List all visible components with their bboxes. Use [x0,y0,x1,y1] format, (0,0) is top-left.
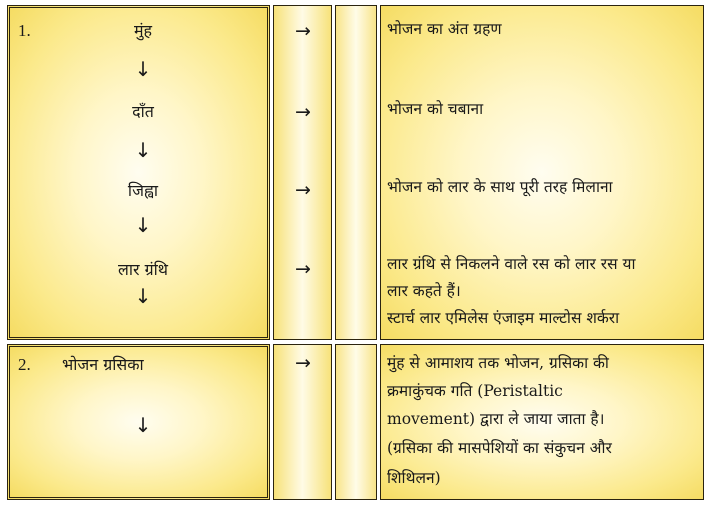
desc-salivary-line2: लार कहते हैं। [387,282,461,300]
right-arrow-icon: → [295,101,311,123]
organ-teeth: दाँत [132,102,154,121]
row2-description-cell [380,344,704,500]
desc-esophagus-line2: क्रमाकुंचक गति (Peristaltic [387,382,563,400]
organ-tongue: जिह्वा [127,181,159,200]
desc-esophagus-line5: शिथिलन) [387,469,441,487]
desc-teeth: भोजन को चबाना [387,100,484,118]
right-arrow-icon: → [295,258,311,280]
desc-esophagus-line4: (ग्रसिका की मासपेशियों का संकुचन और [387,439,612,457]
organ-mouth: मुंह [133,21,153,40]
row2-number: 2. [18,355,31,374]
desc-esophagus-line3: movement) द्वारा ले जाया जाता है। [387,410,605,428]
down-arrow-icon: ↓ [134,213,152,237]
right-arrow-icon: → [295,20,311,42]
row1-organ-cell [7,5,270,340]
desc-salivary-line1: लार ग्रंथि से निकलने वाले रस को लार रस या [387,255,636,273]
down-arrow-icon: ↓ [134,413,152,437]
row1-arrow-cell [273,5,332,340]
organ-salivary-gland: लार ग्रंथि [117,260,169,279]
desc-tongue: भोजन को लार के साथ पूरी तरह मिलाना [387,178,613,196]
desc-salivary-line3: स्टार्च लार एमिलेस एंजाइम माल्टोस शर्करा [387,309,620,327]
right-arrow-icon: → [295,352,311,374]
desc-esophagus-line1: मुंह से आमाशय तक भोजन, ग्रसिका की [387,354,609,372]
row2-arrow-cell [273,344,332,500]
desc-mouth: भोजन का अंत ग्रहण [387,20,502,38]
row2-blank-cell [335,344,377,500]
row1-description-cell [380,5,704,340]
down-arrow-icon: ↓ [134,284,152,308]
organ-esophagus: भोजन ग्रसिका [62,355,144,374]
down-arrow-icon: ↓ [134,138,152,162]
row1-blank-cell [335,5,377,340]
row1-number: 1. [18,21,31,40]
down-arrow-icon: ↓ [134,57,152,81]
row2-organ-cell [7,344,270,500]
right-arrow-icon: → [295,179,311,201]
